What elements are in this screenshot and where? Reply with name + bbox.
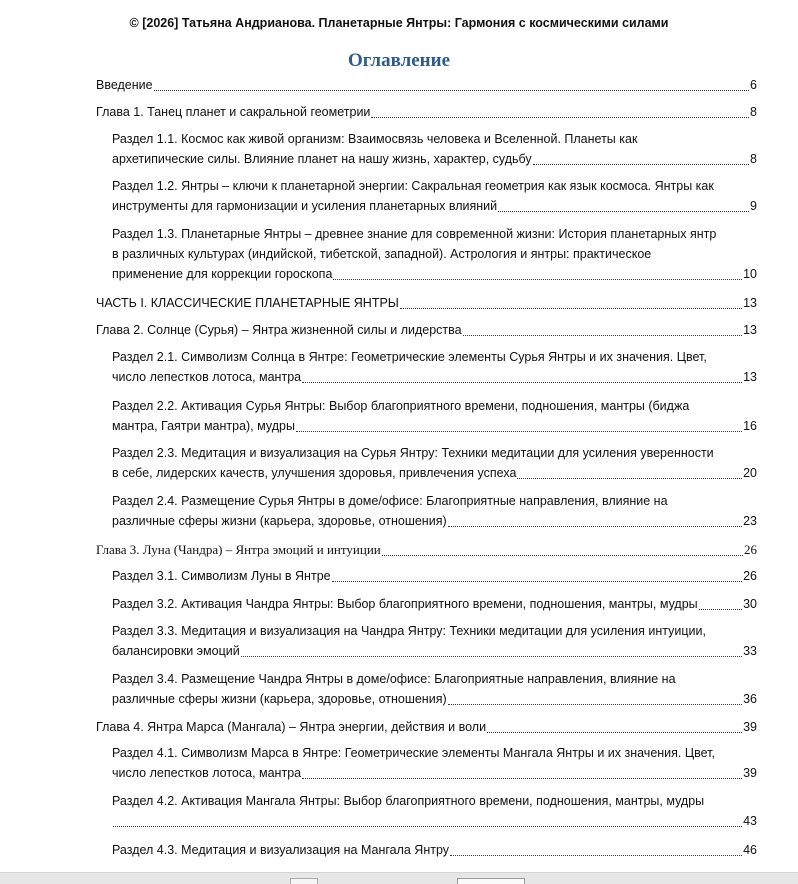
toc-section-entry[interactable] — [112, 594, 757, 614]
toc-entry-text: число лепестков лотоса, мантра — [112, 766, 302, 780]
dot-leader — [400, 308, 742, 309]
toc-section-entry[interactable] — [112, 396, 757, 436]
toc-page-number: 30 — [743, 597, 757, 611]
toc-page-number: 8 — [750, 105, 757, 119]
toc-section-entry[interactable] — [112, 743, 757, 783]
toc-entry-text: Раздел 2.2. Активация Сурья Янтры: Выбор благоприятного времени, подношения, мантры (биджа — [112, 399, 690, 413]
dot-leader — [498, 211, 749, 212]
dot-leader — [154, 90, 749, 91]
toc-entry-text: Раздел 1.3. Планетарные Янтры – древнее знание для современной жизни: История планетарных янтр — [112, 227, 717, 241]
dot-leader — [448, 704, 742, 705]
toc-entry-text: балансировки эмоций — [112, 644, 240, 658]
dot-leader — [302, 778, 742, 779]
toc-page-number: 43 — [743, 814, 757, 828]
dot-leader — [382, 555, 743, 556]
dot-leader — [699, 609, 742, 610]
toc-section-entry[interactable] — [112, 791, 757, 831]
toc-page-number: 10 — [743, 267, 757, 281]
viewer-page-field[interactable] — [457, 878, 525, 884]
toc-entry-text: Раздел 4.3. Медитация и визуализация на Мангала Янтру — [112, 843, 450, 857]
toc-entry-text: различные сферы жизни (карьера, здоровье, отношения) — [112, 514, 447, 528]
toc-section-entry[interactable] — [112, 669, 757, 709]
toc-page-number: 13 — [743, 370, 757, 384]
dot-leader — [241, 656, 742, 657]
toc-section-entry[interactable] — [112, 491, 757, 531]
toc-page-number: 46 — [743, 843, 757, 857]
toc-entry-text: Введение — [96, 78, 153, 92]
toc-section-entry[interactable] — [112, 840, 757, 860]
toc-page-number: 39 — [743, 766, 757, 780]
toc-page-number: 39 — [743, 720, 757, 734]
toc-entry-text: Глава 2. Солнце (Сурья) – Янтра жизненной силы и лидерства — [96, 323, 462, 337]
dot-leader — [371, 117, 749, 118]
toc-entry-text: Раздел 3.4. Размещение Чандра Янтры в доме/офисе: Благоприятные направления, влияние на — [112, 672, 676, 686]
toc-entry-text: Раздел 1.1. Космос как живой организм: Взаимосвязь человека и Вселенной. Планеты как — [112, 132, 638, 146]
toc-section-entry[interactable] — [112, 129, 757, 169]
toc-section-entry[interactable] — [112, 621, 757, 661]
toc-chapter-entry[interactable] — [96, 75, 757, 95]
toc-entry-text: Раздел 1.2. Янтры – ключи к планетарной энергии: Сакральная геометрия как язык космоса. Янтры как — [112, 179, 714, 193]
toc-entry-text: Раздел 2.4. Размещение Сурья Янтры в доме/офисе: Благоприятные направления, влияние на — [112, 494, 668, 508]
dot-leader — [113, 826, 742, 827]
toc-entry-text: архетипические силы. Влияние планет на нашу жизнь, характер, судьбу — [112, 152, 532, 166]
viewer-bottom-bar — [0, 872, 798, 884]
toc-page-number: 20 — [743, 466, 757, 480]
dot-leader — [533, 164, 749, 165]
toc-page-number: 33 — [743, 644, 757, 658]
toc-entry-text: Раздел 2.3. Медитация и визуализация на Сурья Янтру: Техники медитации для усиления уверенности — [112, 446, 714, 460]
dot-leader — [302, 382, 742, 383]
dot-leader — [463, 335, 743, 336]
toc-entry-text: Раздел 4.2. Активация Мангала Янтры: Выбор благоприятного времени, подношения, мантры, мудры — [112, 794, 705, 808]
toc-chapter-entry[interactable] — [96, 102, 757, 122]
toc-page-number: 26 — [743, 569, 757, 583]
page-header: © [2026] Татьяна Андрианова. Планетарные Янтры: Гармония с космическими силами — [129, 16, 669, 30]
dot-leader — [296, 431, 742, 432]
toc-page-number: 16 — [743, 419, 757, 433]
dot-leader — [332, 581, 743, 582]
toc-entry-text: различные сферы жизни (карьера, здоровье, отношения) — [112, 692, 447, 706]
toc-entry-text: мантра, Гаятри мантра), мудры — [112, 419, 295, 433]
toc-entry-text: Раздел 3.3. Медитация и визуализация на Чандра Янтру: Техники медитации для усиления интуиции, — [112, 624, 706, 638]
dot-leader — [450, 855, 742, 856]
toc-page-number: 8 — [750, 152, 757, 166]
toc-section-entry[interactable] — [112, 347, 757, 387]
toc-entry-text: Глава 1. Танец планет и сакральной геометрии — [96, 105, 371, 119]
toc-entry-text: Раздел 3.2. Активация Чандра Янтры: Выбор благоприятного времени, подношения, мантры, мудры — [112, 597, 698, 611]
dot-leader — [487, 732, 742, 733]
toc-section-entry[interactable] — [112, 224, 757, 284]
toc-page-number: 6 — [750, 78, 757, 92]
toc-chapter-entry[interactable] — [96, 540, 757, 560]
dot-leader — [333, 279, 742, 280]
toc-chapter-entry[interactable] — [96, 293, 757, 313]
toc-page-number: 9 — [750, 199, 757, 213]
toc-page-number: 13 — [743, 296, 757, 310]
toc-page-number: 13 — [743, 323, 757, 337]
toc-entry-text: инструменты для гармонизации и усиления планетарных влияний — [112, 199, 498, 213]
toc-page-number: 26 — [744, 542, 757, 557]
dot-leader — [517, 478, 742, 479]
toc-page-number: 23 — [743, 514, 757, 528]
toc-entry-text: Глава 4. Янтра Марса (Мангала) – Янтра энергии, действия и воли — [96, 720, 487, 734]
toc-entry-text: в различных культурах (индийской, тибетской, западной). Астрология и янтры: практическое — [112, 247, 652, 261]
toc-section-entry[interactable] — [112, 176, 757, 216]
toc-entry-text: Глава 3. Луна (Чандра) – Янтра эмоций и интуиции — [96, 542, 381, 557]
toc-entry-text: в себе, лидерских качеств, улучшения здоровья, привлечения успеха — [112, 466, 517, 480]
toc-entry-text: Раздел 4.1. Символизм Марса в Янтре: Геометрические элементы Мангала Янтры и их значения. Цвет, — [112, 746, 715, 760]
toc-title: Оглавление — [347, 50, 451, 71]
toc-chapter-entry[interactable] — [96, 320, 757, 340]
toc-page-number: 36 — [743, 692, 757, 706]
toc-section-entry[interactable] — [112, 566, 757, 586]
toc-section-entry[interactable] — [112, 443, 757, 483]
toc-chapter-entry[interactable] — [96, 717, 757, 737]
toc-entry-text: ЧАСТЬ I. КЛАССИЧЕСКИЕ ПЛАНЕТАРНЫЕ ЯНТРЫ — [96, 296, 399, 310]
toc-entry-text: число лепестков лотоса, мантра — [112, 370, 302, 384]
toc-entry-text: применение для коррекции гороскопа — [112, 267, 333, 281]
viewer-control[interactable] — [290, 878, 318, 884]
dot-leader — [448, 526, 742, 527]
toc-entry-text: Раздел 2.1. Символизм Солнца в Янтре: Геометрические элементы Сурья Янтры и их значения. Цвет, — [112, 350, 707, 364]
toc-entry-text: Раздел 3.1. Символизм Луны в Янтре — [112, 569, 331, 583]
